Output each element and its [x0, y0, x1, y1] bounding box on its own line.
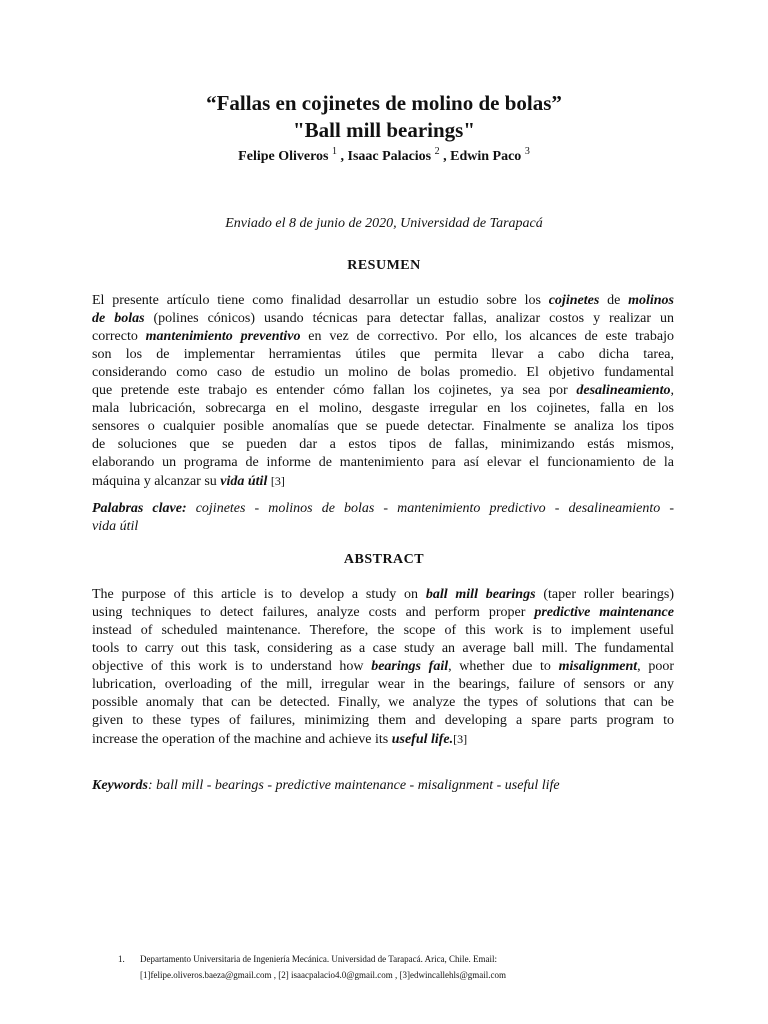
abstract-paragraph [92, 586, 674, 749]
author-2-name: , Isaac Palacios [340, 149, 432, 164]
text-line: Palabras clave: cojinetes - molinos de bolas - mantenimiento predictivo - desalineamiento - [92, 501, 675, 516]
text-line: que pretende este trabajo es entender cómo fallan los cojinetes, ya sea por desalineamiento, [92, 383, 674, 398]
text-line: given to these types of failures, minimizing them and developing a spare parts program to [92, 713, 674, 728]
palabras-clave-label: Palabras clave: [92, 501, 187, 516]
title-english: "Ball mill bearings" [293, 118, 475, 142]
text-line: correcto mantenimiento preventivo en vez de correctivo. Por ello, los alcances de este trabajo [92, 329, 675, 344]
citation-ref: [3] [453, 732, 468, 746]
authors-line [0, 146, 768, 165]
author-3-name: , Edwin Paco [443, 149, 522, 164]
text-line: lubrication, overloading of the mill, irregular wear in the bearings, failure of sensors or any [92, 677, 674, 692]
submission-info: Enviado el 8 de junio de 2020, Universidad de Tarapacá [225, 216, 543, 231]
footnote [118, 951, 678, 983]
text-line: máquina y alcanzar su vida útil [3] [92, 474, 285, 489]
footnote-number: 1. [118, 954, 125, 964]
abstract-heading: ABSTRACT [343, 552, 425, 567]
footnote-line: 1. Departamento Universitaria de Ingeniería Mecánica. Universidad de Tarapacá. Arica, Chile. Email: [118, 951, 678, 967]
citation-ref: [3] [270, 474, 285, 488]
text-line: de bolas (polines cónicos) usando técnicas para detectar fallas, analizar costos y realizar un [92, 311, 674, 326]
keywords-label: Keywords [92, 778, 148, 793]
author-1-name: Felipe Oliveros [238, 149, 329, 164]
palabras-clave [92, 500, 674, 536]
author-1-affiliation: 1 [332, 146, 338, 157]
text-line: increase the operation of the machine and achieve its useful life.[3] [92, 732, 468, 747]
text-line: tools to carry out this task, considering as a case study an average ball mill. The fundamental [92, 641, 674, 656]
text-line: Keywords: ball mill - bearings - predictive maintenance - misalignment - useful life [92, 778, 560, 793]
text-line: mala lubricación, sobrecarga en el molino, desgaste irregular en los cojinetes, falla en los [92, 401, 674, 416]
text-line: The purpose of this article is to develop a study on ball mill bearings (taper roller bearings) [92, 587, 674, 602]
text-line: instead of scheduled maintenance. Therefore, the scope of this work is to implement useful [92, 623, 674, 638]
text-line: considerando como caso de estudio un molino de bolas promedio. El objetivo fundamental [92, 365, 674, 380]
text-line: vida útil [92, 519, 139, 534]
keywords [92, 777, 674, 795]
author-2-affiliation: 2 [434, 146, 440, 157]
text-line: sensores o cualquier posible anomalías que se puede detectar. Finalmente se analiza los tipos [92, 419, 674, 434]
resumen-paragraph [92, 292, 674, 491]
text-line: son los de implementar herramientas útiles que permita llevar a cabo dicha tarea, [92, 347, 674, 362]
title-spanish: “Fallas en cojinetes de molino de bolas” [206, 91, 562, 115]
footnote-line: [1]felipe.oliveros.baeza@gmail.com , [2] isaacpalacio4.0@gmail.com , [3]edwincallehls@gmail.com [140, 970, 506, 980]
resumen-heading: RESUMEN [347, 258, 421, 273]
text-line: objective of this work is to understand how bearings fail, whether due to misalignment, poor [92, 659, 674, 674]
text-line: using techniques to detect failures, analyze costs and perform proper predictive maintenance [92, 605, 674, 620]
text-line: El presente artículo tiene como finalidad desarrollar un estudio sobre los cojinetes de molinos [92, 293, 674, 308]
text-line: de soluciones que se pueden dar a estos tipos de fallas, minimizando estás mismos, [92, 437, 674, 452]
text-line: possible anomaly that can be detected. Finally, we analyze the types of solutions that can be [92, 695, 674, 710]
text-line: elaborando un programa de informe de mantenimiento para así elevar el funcionamiento de la [92, 455, 674, 470]
author-3-affiliation: 3 [524, 146, 530, 157]
